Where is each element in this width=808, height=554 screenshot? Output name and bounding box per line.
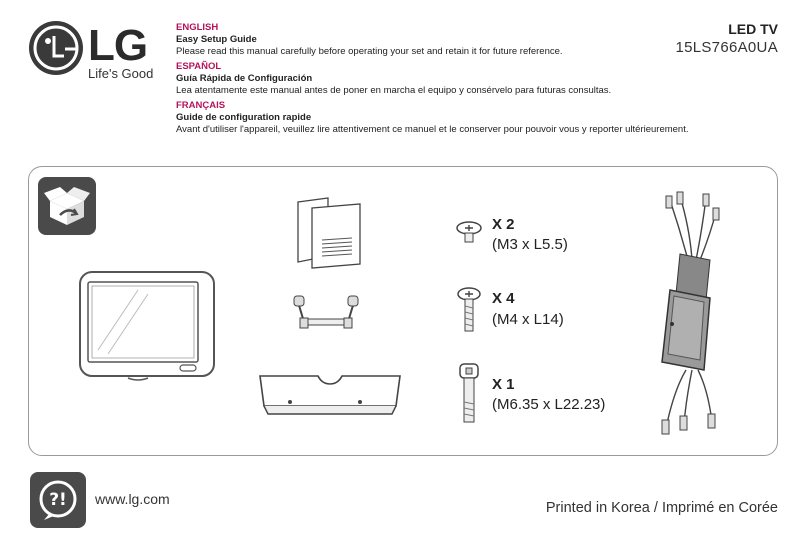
screw-small-icon (454, 220, 484, 244)
screw-spec: (M4 x L14) (492, 311, 564, 328)
box-contents-icon (38, 177, 96, 235)
lang-desc: Please read this manual carefully before operating your set and retain it for future reference. (176, 46, 563, 57)
screw-long-icon (456, 362, 482, 426)
product-type: LED TV (728, 21, 778, 37)
website-url: www.lg.com (95, 491, 170, 507)
brand-slogan: Life's Good (88, 66, 154, 81)
manual-icon (296, 196, 366, 270)
product-model: 15LS766A0UA (675, 39, 778, 56)
lang-desc: Avant d'utiliser l'appareil, veuillez lire attentivement ce manuel et le conserver pour pouvoir vous y reporter ultérieurement. (176, 124, 689, 135)
product-info (675, 20, 778, 58)
lang-block-english (176, 22, 563, 58)
tv-icon (78, 270, 218, 385)
printed-note: Printed in Korea / Imprimé en Corée (545, 500, 778, 516)
cable-harness-icon (650, 190, 730, 446)
lang-title: Guía Rápida de Configuración (176, 73, 313, 84)
bracket-icon (290, 292, 362, 332)
lang-name: ESPAÑOL (176, 61, 222, 72)
lang-name: FRANÇAIS (176, 100, 226, 111)
screw-qty: X 1 (492, 376, 515, 393)
lg-logo-icon (28, 20, 84, 76)
lang-title: Easy Setup Guide (176, 34, 257, 45)
stand-base-icon (256, 370, 404, 418)
help-icon (30, 472, 86, 528)
screw-spec: (M3 x L5.5) (492, 236, 568, 253)
lang-title: Guide de configuration rapide (176, 112, 312, 123)
lang-desc: Lea atentamente este manual antes de poner en marcha el equipo y consérvelo para futuras consultas. (176, 85, 612, 96)
lang-name: ENGLISH (176, 22, 219, 33)
svg-text:?!: ?! (49, 490, 67, 510)
screw-qty: X 2 (492, 216, 515, 233)
screw-qty: X 4 (492, 290, 515, 307)
lang-block-spanish (176, 61, 611, 97)
screw-spec: (M6.35 x L22.23) (492, 396, 606, 413)
brand-name: LG (88, 21, 148, 70)
lang-block-french (176, 100, 689, 136)
screw-medium-icon (456, 286, 482, 334)
